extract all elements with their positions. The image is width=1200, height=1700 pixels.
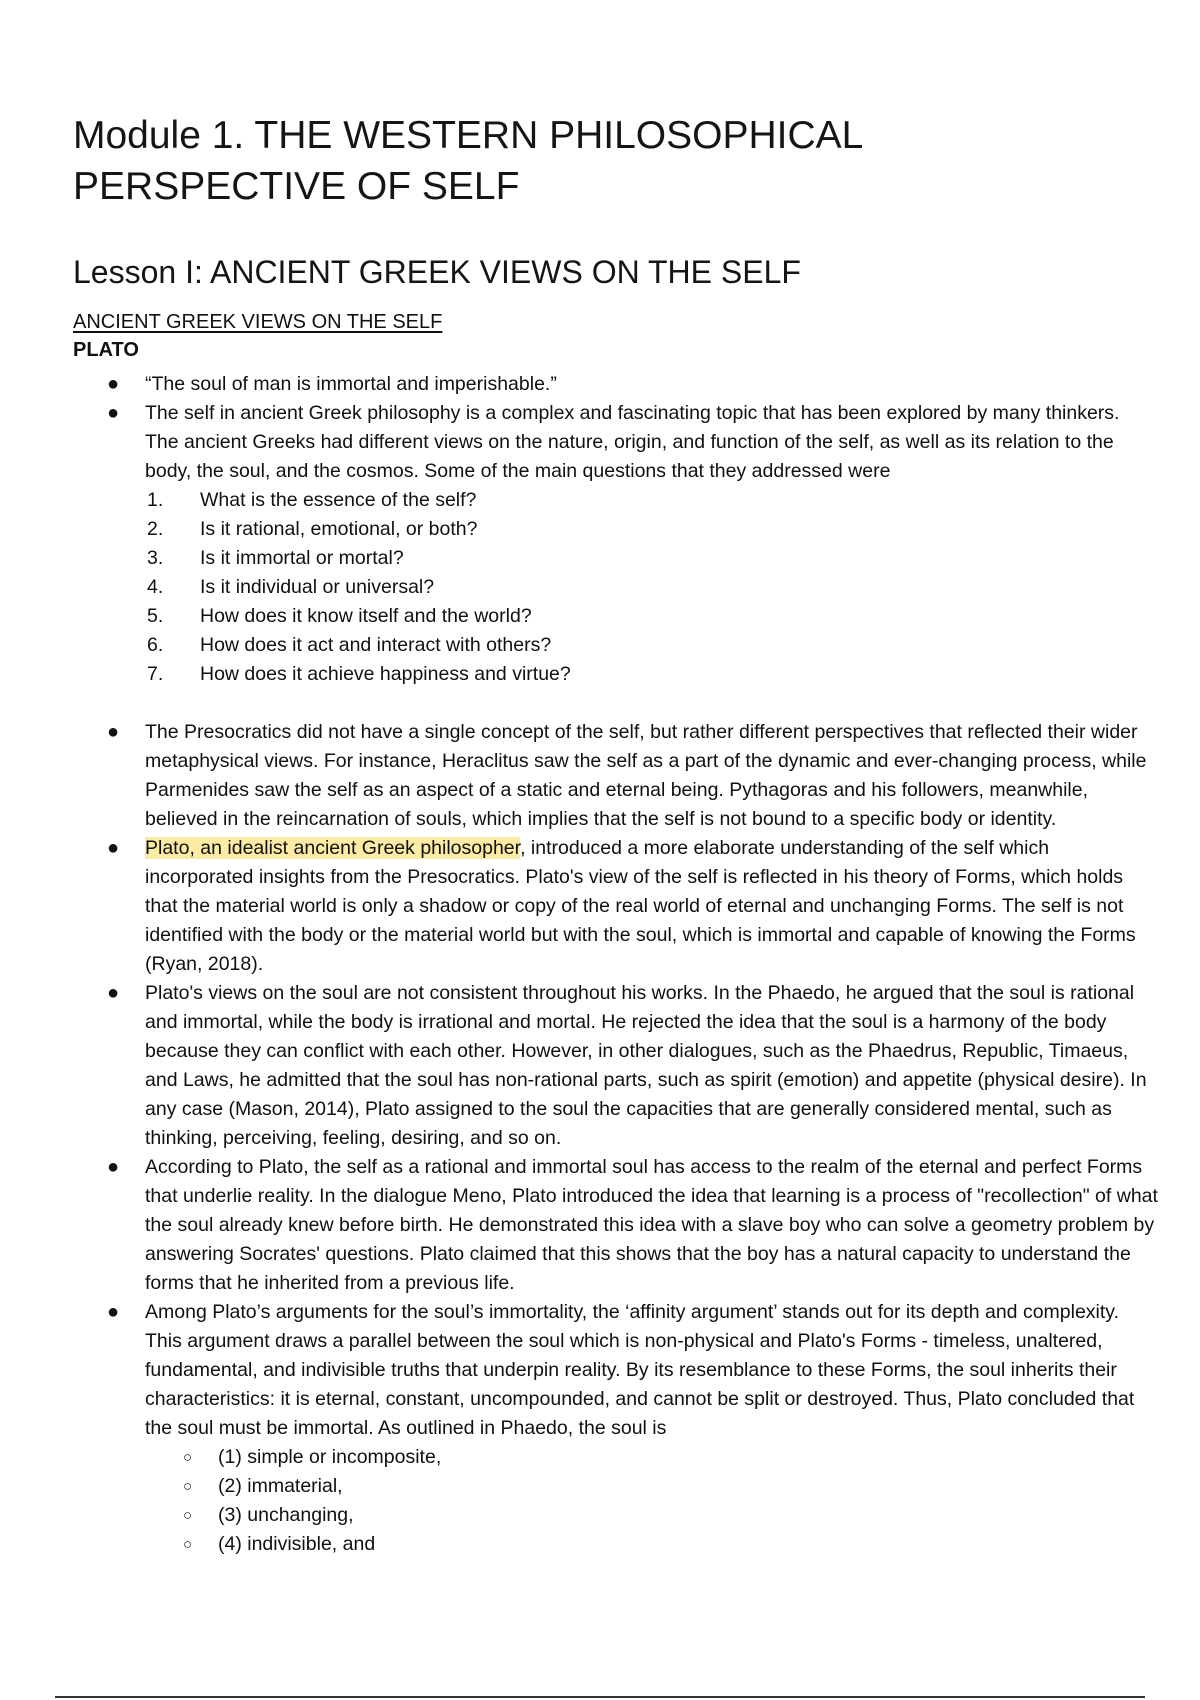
hollow-bullet-icon: ○ (183, 1536, 193, 1553)
module-title: Module 1. THE WESTERN PHILOSOPHICAL PERSPECTIVE OF SELF (73, 114, 862, 208)
subsection-title-plato: PLATO (73, 339, 139, 361)
list-number: 2. (147, 518, 164, 540)
hollow-bullet-icon: ○ (183, 1478, 193, 1495)
paragraph-spacer (0, 689, 1200, 718)
sub-list-item (0, 1530, 1200, 1559)
list-item (0, 660, 1200, 689)
list-item-text: Is it rational, emotional, or both? (200, 518, 478, 540)
bullet-text: “The soul of man is immortal and imperishable.” (145, 373, 557, 395)
document-content (0, 370, 1200, 1559)
sub-list-item-text: (3) unchanging, (218, 1504, 354, 1526)
questions-list (0, 486, 1200, 689)
bullet-item (0, 399, 1200, 486)
bullet-text: Among Plato’s arguments for the soul’s immortality, the ‘affinity argument’ stands out for its depth and complexity. This argument draws a parallel between the soul which is non-physical and Plato's Forms - timeless, unaltered, fundamental, and indivisible truths that underpin reality. By its resemblance to these Forms, the soul inherits their characteristics: it is eternal, constant, uncompounded, and cannot be split or destroyed. Thus, Plato concluded that the soul must be immortal. As outlined in Phaedo, the soul is (145, 1301, 1135, 1439)
bullet-icon: ● (107, 721, 120, 743)
list-item-text: What is the essence of the self? (200, 489, 477, 511)
bullet-text: Plato's views on the soul are not consistent throughout his works. In the Phaedo, he argued that the soul is rational and immortal, while the body is irrational and mortal. He rejected the idea that the soul is a harmony of the body because they can conflict with each other. However, in other dialogues, such as the Phaedrus, Republic, Timaeus, and Laws, he admitted that the soul has non-rational parts, such as spirit (emotion) and appetite (physical desire). In any case (Mason, 2014), Plato assigned to the soul the capacities that are generally considered mental, such as thinking, perceiving, feeling, desiring, and so on. (145, 982, 1147, 1149)
bullet-text: , introduced a more elaborate understanding of the self which incorporated insights from the Presocratics. Plato's view of the self is reflected in his theory of Forms, which holds that the material world is only a shadow or copy of the real world of eternal and unchanging Forms. The self is not identified with the body or the material world but with the soul, which is immortal and capable of knowing the Forms (Ryan, 2018). (145, 837, 1136, 975)
bullet-item (0, 718, 1200, 834)
list-item-text: Is it individual or universal? (200, 576, 435, 598)
bullet-icon: ● (107, 1301, 120, 1323)
hollow-bullet-icon: ○ (183, 1449, 193, 1466)
bottom-divider (55, 1696, 1145, 1698)
sub-list-item-text: (2) immaterial, (218, 1475, 343, 1497)
sub-list-item-text: (1) simple or incomposite, (218, 1446, 442, 1468)
section-title: ANCIENT GREEK VIEWS ON THE SELF (73, 311, 443, 333)
bullet-icon: ● (107, 402, 120, 424)
bullet-text: According to Plato, the self as a rational and immortal soul has access to the realm of the eternal and perfect Forms that underlie reality. In the dialogue Meno, Plato introduced the idea that learning is a process of "recollection" of what the soul already knew before birth. He demonstrated this idea with a slave boy who can solve a geometry problem by answering Socrates' questions. Plato claimed that this shows that the boy has a natural capacity to understand the forms that he inherited from a previous life. (145, 1156, 1158, 1294)
highlighted-text: Plato, an idealist ancient Greek philosopher (145, 837, 521, 859)
list-item-text: How does it know itself and the world? (200, 605, 532, 627)
bullet-text: The self in ancient Greek philosophy is a complex and fascinating topic that has been explored by many thinkers. The ancient Greeks had different views on the nature, origin, and function of the self, as well as its relation to the body, the soul, and the cosmos. Some of the main questions that they addressed were (145, 402, 1120, 482)
list-number: 4. (147, 576, 164, 598)
list-item (0, 544, 1200, 573)
list-number: 3. (147, 547, 164, 569)
bullet-item (0, 1298, 1200, 1443)
list-item (0, 631, 1200, 660)
hollow-bullet-icon: ○ (183, 1507, 193, 1524)
bullet-item (0, 370, 1200, 399)
list-number: 6. (147, 634, 164, 656)
list-number: 1. (147, 489, 164, 511)
lesson-title: Lesson I: ANCIENT GREEK VIEWS ON THE SELF (73, 254, 801, 290)
bullet-icon: ● (107, 373, 120, 395)
bullet-text: The Presocratics did not have a single concept of the self, but rather different perspectives that reflected their wider metaphysical views. For instance, Heraclitus saw the self as a part of the dynamic and ever-changing process, while Parmenides saw the self as an aspect of a static and eternal being. Pythagoras and his followers, meanwhile, believed in the reincarnation of souls, which implies that the self is not bound to a specific body or identity. (145, 721, 1147, 830)
sub-list-item (0, 1501, 1200, 1530)
bullet-item (0, 834, 1200, 979)
list-number: 5. (147, 605, 164, 627)
list-item (0, 573, 1200, 602)
list-item-text: How does it act and interact with others? (200, 634, 552, 656)
list-number: 7. (147, 663, 164, 685)
list-item (0, 515, 1200, 544)
list-item (0, 602, 1200, 631)
bullet-icon: ● (107, 837, 120, 859)
list-item-text: How does it achieve happiness and virtue? (200, 663, 571, 685)
sub-list-item (0, 1443, 1200, 1472)
sub-list-item (0, 1472, 1200, 1501)
sub-list-item-text: (4) indivisible, and (218, 1533, 376, 1555)
bullet-item (0, 979, 1200, 1153)
list-item-text: Is it immortal or mortal? (200, 547, 404, 569)
bullet-icon: ● (107, 1156, 120, 1178)
bullet-icon: ● (107, 982, 120, 1004)
list-item (0, 486, 1200, 515)
soul-properties-list (0, 1443, 1200, 1559)
bullet-item (0, 1153, 1200, 1298)
